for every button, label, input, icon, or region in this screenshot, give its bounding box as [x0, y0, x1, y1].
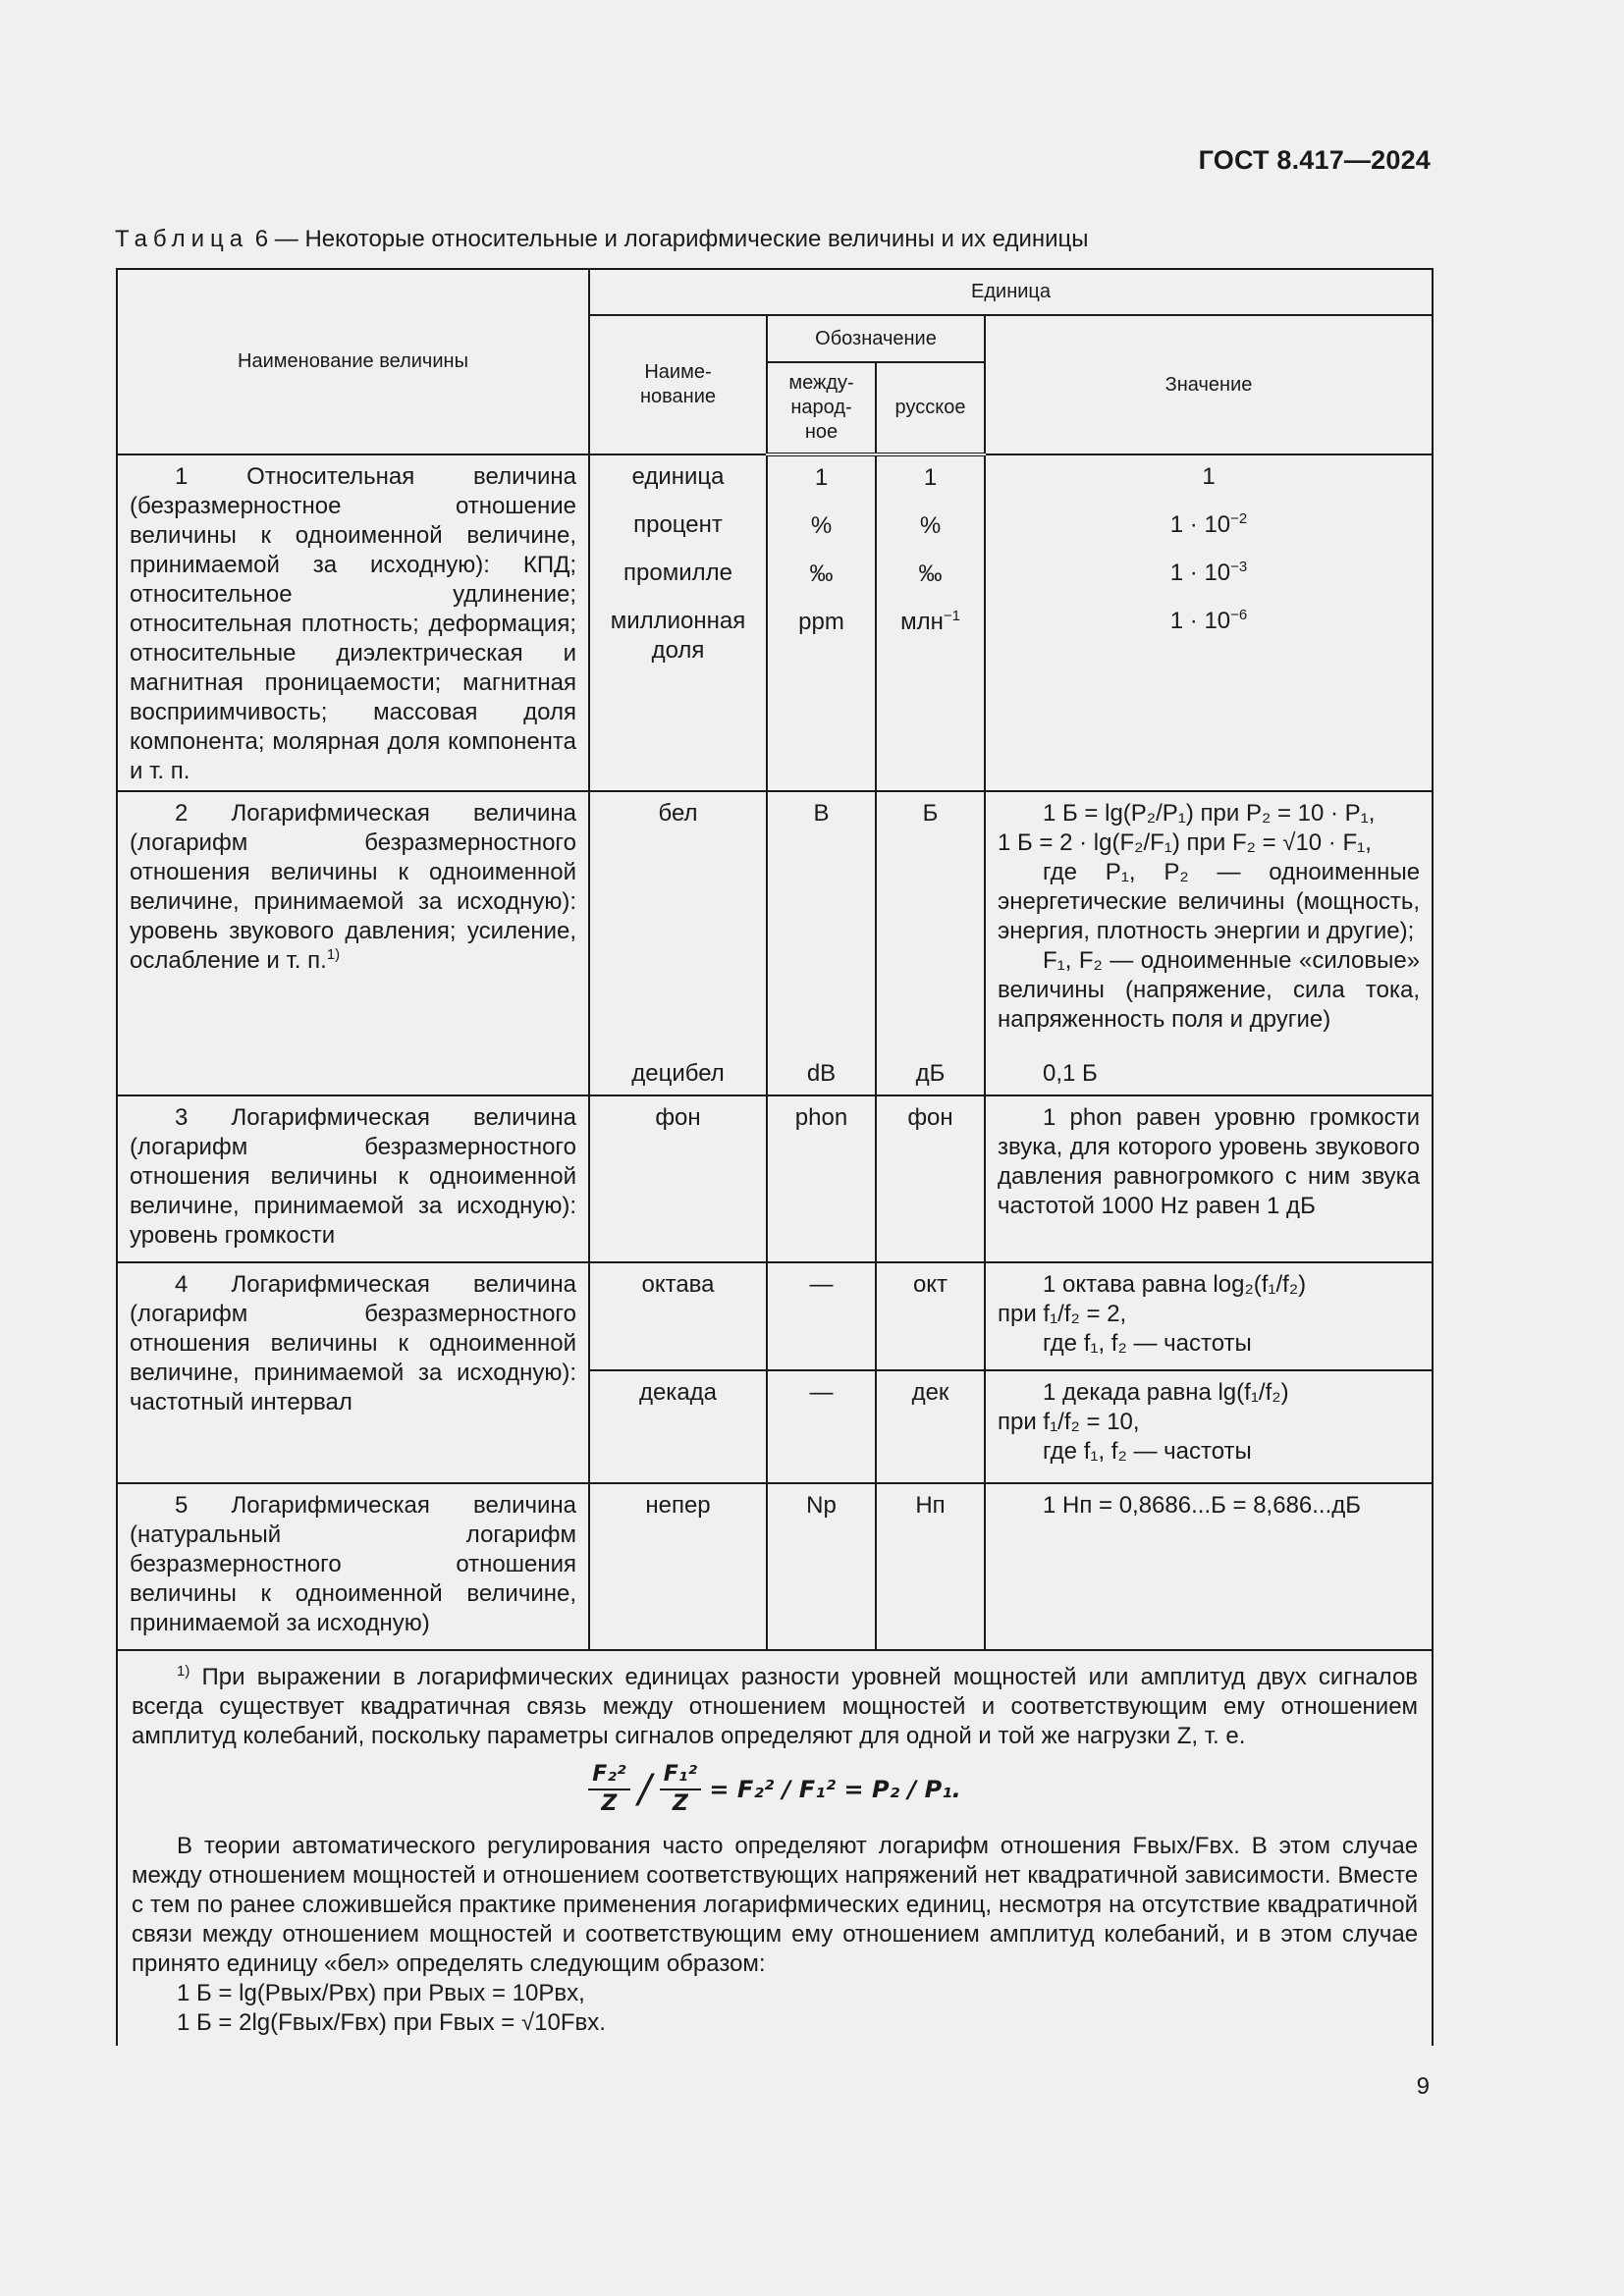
table-caption — [115, 226, 1089, 253]
page-number: 9 — [1416, 2073, 1430, 2100]
row4-value2-c: где f₁, f₂ — частоты — [1043, 1438, 1252, 1465]
row1-unit-2: процент — [633, 511, 723, 538]
row3-unit: фон — [589, 1095, 767, 1262]
row1-rus-1: 1 — [923, 464, 938, 491]
units-table — [116, 268, 1434, 2046]
row1-rus-2: % — [919, 512, 942, 539]
row2-unit-2: децибел — [631, 1060, 725, 1087]
row1-intl-2: % — [810, 512, 833, 539]
row5-unit: непер — [589, 1483, 767, 1650]
row4-intl-2: — — [767, 1370, 876, 1483]
row1-intl-4: ppm — [798, 609, 844, 635]
row4-rus-1: окт — [876, 1262, 985, 1370]
row4-value1-a: 1 октава равна log₂(f₁/f₂) — [1043, 1271, 1307, 1298]
note-formula-bel-2: 1 Б = 2lg(Fвых/Fвх) при Fвых = √10Fвх. — [177, 2009, 606, 2036]
row4-unit-1: октава — [589, 1262, 767, 1370]
row1-unit-4: миллионная доля — [610, 608, 746, 664]
row1-unit-3: промилле — [623, 560, 732, 586]
note-paragraph-1: $^{1)}$ При выражении в логарифмических единицах разности уровней мощностей или амплитуд двух сигналов всегда существует квадратичная связь между отношением мощностей и соответствующим ему отношением амплитуд колебаний, поскольку параметры сигналов определяют для одной и той же нагрузки Z, т. е. — [132, 1663, 1419, 1749]
row1-value-3: $1 \cdot 10^{-3}$ — [1169, 559, 1248, 586]
row4-value1-c: где f₁, f₂ — частоты — [1043, 1330, 1252, 1357]
header-intl: между- народ- ное — [767, 362, 876, 454]
row3-rus: фон — [876, 1095, 985, 1262]
row2-unit-1: бел — [658, 800, 698, 827]
row1-value-1: 1 — [1202, 463, 1216, 490]
row2-rus-2: дБ — [915, 1060, 946, 1087]
row3-value: 1 phon равен уровню громкости звука, для которого уровень звукового давления равногромкого с ним звука частотой 1000 Hz равен 1 дБ — [985, 1095, 1433, 1262]
row1-value-2: $1 \cdot 10^{-2}$ — [1169, 510, 1248, 538]
header-name-column: Наименование величины — [117, 269, 589, 454]
row1-name: 1 Относительная величина (безразмерностное отношение величины к одноименной величине, принимаемой за исходную): КПД; относительное удлинение; относительная плотность; деформация; относительные диэлектрическая и магнитная проницаемости; магнитная восприимчивость; массовая доля компонента; молярная доля компонента и т. п. — [117, 454, 589, 791]
caption-prefix: Таблица — [115, 226, 249, 252]
table-row — [117, 454, 1433, 791]
row4-rus-2: дек — [876, 1370, 985, 1483]
row4-value2-a: 1 декада равна lg(f₁/f₂) — [1043, 1379, 1289, 1406]
row1-value-4: $1 \cdot 10^{-6}$ — [1169, 607, 1248, 634]
note-formula-bel-1: 1 Б = lg(Pвых/Pвх) при Pвых = 10Pвх, — [177, 1980, 585, 2006]
row4-name: 4 Логарифмическая величина (логарифм безразмерностного отношения величины к одноименной величине, принимаемой за исходную): частотный интервал — [117, 1262, 589, 1483]
row2-formula-2: 1 Б = 2 · lg(F₂/F₁) при F₂ = √10 · F₁, — [998, 829, 1372, 856]
row2-name: 2 Логарифмическая величина (логарифм безразмерностного отношения величины к одноименной величине, принимаемой за исходную): уровень звукового давления; усиление, ослабление и т. п.$^{1)}$ — [117, 791, 589, 1095]
row2-intl-2: dB — [806, 1060, 837, 1087]
table-row — [117, 1483, 1433, 1650]
row2-formula-1: 1 Б = lg(P₂/P₁) при P₂ = 10 · P₁, — [1043, 800, 1376, 827]
row4-intl-1: — — [767, 1262, 876, 1370]
row5-value: 1 Нп = 0,8686...Б = 8,686...дБ — [985, 1483, 1433, 1650]
header-russian: русское — [876, 362, 985, 454]
row4-unit-2: декада — [589, 1370, 767, 1483]
row4-value1-b: при f₁/f₂ = 2, — [998, 1301, 1127, 1327]
row1-rus-3: ‰ — [918, 561, 943, 587]
header-unit-name: Наиме- нование — [589, 315, 767, 454]
row3-intl: phon — [767, 1095, 876, 1262]
row4-value2-b: при f₁/f₂ = 10, — [998, 1409, 1140, 1435]
row1-intl-1: 1 — [814, 464, 829, 491]
header-unit: Единица — [589, 269, 1433, 315]
table-row — [117, 791, 1433, 1095]
row5-rus: Нп — [876, 1483, 985, 1650]
row2-where-1: где P₁, P₂ — одноименные энергетические величины (мощность, энергия, плотность энергии и другие); — [998, 859, 1421, 944]
header-value: Значение — [985, 315, 1433, 454]
table-row — [117, 1262, 1433, 1370]
row3-name: 3 Логарифмическая величина (логарифм безразмерностного отношения величины к одноименной величине, принимаемой за исходную): уровень громкости — [117, 1095, 589, 1262]
row1-rus-4: млн$^{-1}$ — [900, 608, 960, 635]
note-formula: $\frac{\text{F₂²}}{Z}$ / $\frac{\text{F₁²}}{Z}$ = F₂² / F₁² = P₂ / P₁. — [132, 1761, 1418, 1818]
row2-where-2: F₁, F₂ — одноименные «силовые» величины (напряжение, сила тока, напряженность поля и другие) — [998, 947, 1421, 1033]
row1-intl-3: ‰ — [809, 561, 834, 587]
note-paragraph-2: В теории автоматического регулирования часто определяют логарифм отношения Fвых/Fвх. В этом случае между отношением мощностей и отношением соответствующих напряжений нет квадратичной зависимости. Вместе с тем по ранее сложившейся практике применения логарифмических единиц, несмотря на отсутствие квадратичной связи между отношением мощностей и соответствующим ему отношением амплитуд колебаний, и в этом случае принято единицу «бел» определять следующим образом: — [132, 1833, 1419, 1977]
row2-intl-1: B — [813, 800, 830, 827]
header-designation: Обозначение — [767, 315, 985, 362]
row5-intl: Np — [767, 1483, 876, 1650]
row5-name: 5 Логарифмическая величина (натуральный логарифм безразмерностного отношения величины к одноименной величине, принимаемой за исходную) — [117, 1483, 589, 1650]
caption-text: 6 — Некоторые относительные и логарифмические величины и их единицы — [248, 226, 1089, 252]
standard-header: ГОСТ 8.417—2024 — [1198, 145, 1431, 175]
row2-rus-1: Б — [922, 800, 939, 827]
table-footnote-row — [117, 1650, 1433, 2046]
row1-unit-1: единица — [631, 463, 725, 490]
row2-value-2: 0,1 Б — [1043, 1060, 1098, 1087]
table-row — [117, 1095, 1433, 1262]
